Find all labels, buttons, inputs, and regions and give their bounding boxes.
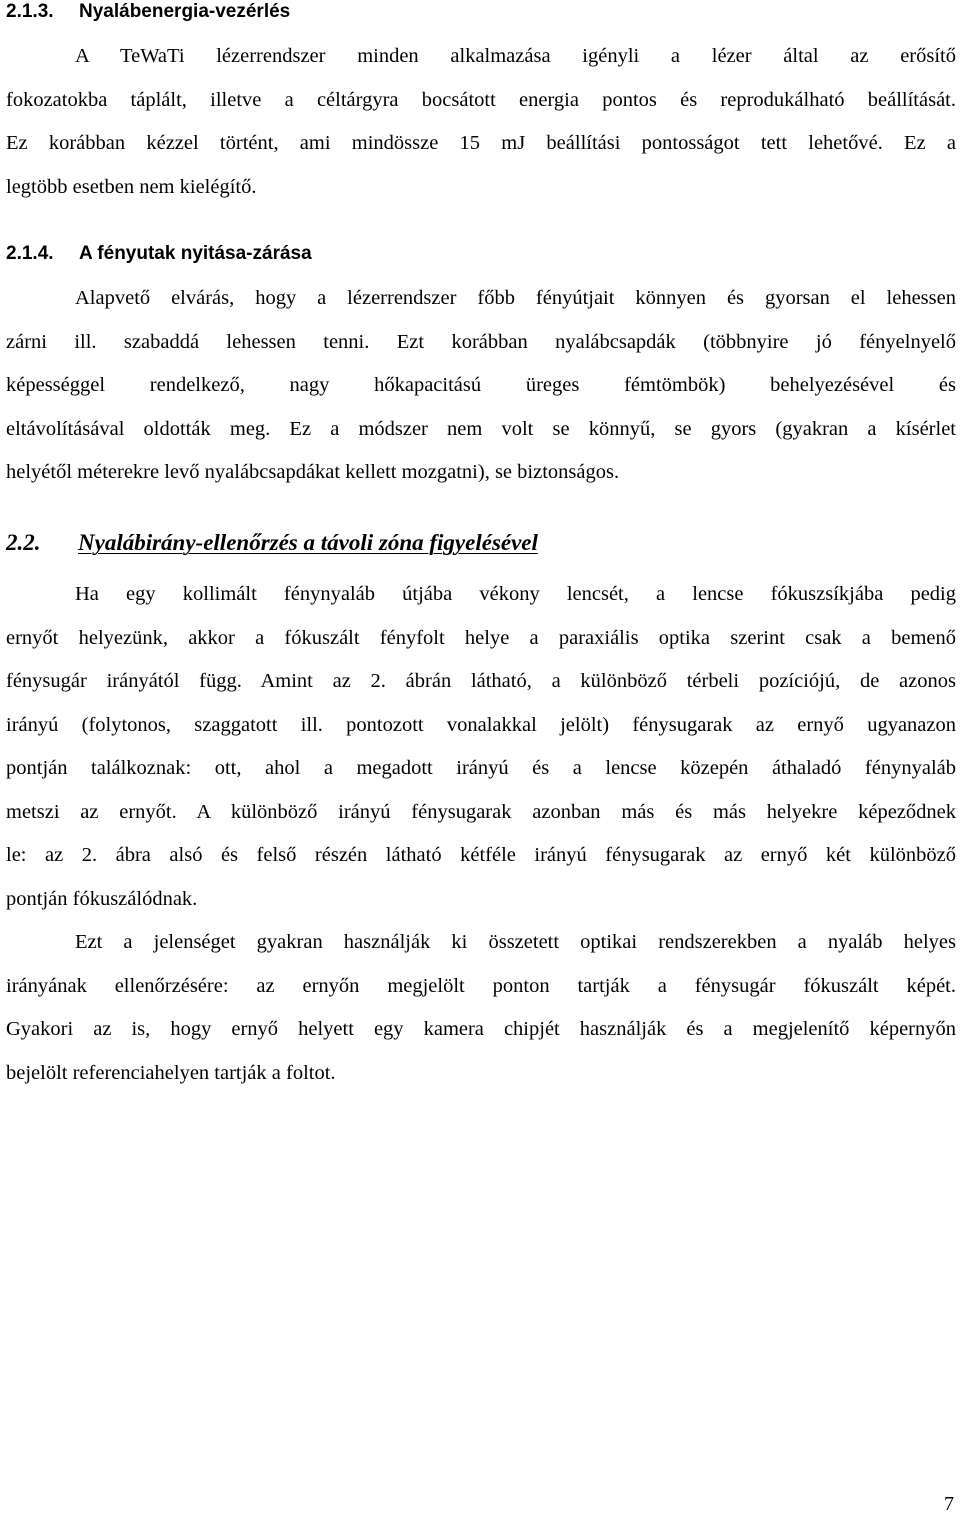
text-line: pontján találkoznak: ott, ahol a megadott irányú és a lencse közepén áthaladó fénynyaláb [6,757,956,779]
section-heading-2-2 [6,528,538,558]
paragraph-energy-control [6,35,956,209]
text-line: helyétől méterekre levő nyalábcsapdákat kellett mozgatni), se biztonságos. [6,461,620,483]
text-line: zárni ill. szabaddá lehessen tenni. Ezt korábban nyalábcsapdák (többnyire jó fényelnyelő [6,330,956,353]
text-line: ernyőt helyezünk, akkor a fókuszált fényfolt helye a paraxiális optika szerint csak a bemenő [6,626,956,649]
section-number: 2.1.3. [6,1,54,22]
text-line: A TeWaTi lézerrendszer minden alkalmazása igényli a lézer által az erősítő [75,45,956,67]
section-title: Nyalábenergia-vezérlés [79,1,291,22]
text-line: Ezt a jelenséget gyakran használják ki összetett optikai rendszerekben a nyaláb helyes [75,931,956,953]
text-line: pontján fókuszálódnak. [6,887,198,910]
section-number: 2.2. [6,530,41,555]
section-heading-2-1-4 [6,242,312,266]
text-line: fokozatokba táplált, illetve a céltárgyra bocsátott energia pontos és reprodukálható beállítását. [6,88,956,111]
text-line: irányú (folytonos, szaggatott ill. pontozott vonalakkal jelölt) fénysugarak az ernyő ugyanazon [6,713,956,736]
paragraph-beam-paths [6,277,956,495]
page-number: 7 [944,1493,954,1515]
section-number: 2.1.4. [6,243,54,264]
section-title: Nyalábirány-ellenőrzés a távoli zóna figyelésével [78,530,538,555]
text-line: bejelölt referenciahelyen tartják a foltot. [6,1061,336,1084]
text-line: legtöbb esetben nem kielégítő. [6,175,257,198]
text-line: képességgel rendelkező, nagy hőkapacitású üreges fémtömbök) behelyezésével és [6,374,956,396]
text-line: Ha egy kollimált fénynyaláb útjába vékony lencsét, a lencse fókuszsíkjába pedig [75,583,956,605]
section-heading-2-1-3 [6,0,290,24]
section-title: A fényutak nyitása-zárása [79,243,312,264]
text-line: irányának ellenőrzésére: az ernyőn megjelölt ponton tartják a fénysugár fókuszált képét. [6,974,956,997]
paragraph-far-field-2 [6,921,956,1095]
text-line: Ez korábban kézzel történt, ami mindössze 15 mJ beállítási pontosságot tett lehetővé. Ez a [6,132,956,154]
text-line: Gyakori az is, hogy ernyő helyett egy kamera chipjét használják és a megjelenítő képernyőn [6,1018,956,1040]
text-line: metszi az ernyőt. A különböző irányú fénysugarak azonban más és más helyekre képeződnek [6,800,956,823]
text-line: fénysugár irányától függ. Amint az 2. ábrán látható, a különböző térbeli pozíciójú, de azonos [6,670,956,692]
text-line: Alapvető elvárás, hogy a lézerrendszer főbb fényútjait könnyen és gyorsan el lehessen [75,287,956,309]
text-line: le: az 2. ábra alsó és felső részén látható kétféle irányú fénysugarak az ernyő két különböző [6,844,956,866]
paragraph-far-field-1 [6,573,956,921]
text-line: eltávolításával oldották meg. Ez a módszer nem volt se könnyű, se gyors (gyakran a kísérlet [6,417,956,440]
